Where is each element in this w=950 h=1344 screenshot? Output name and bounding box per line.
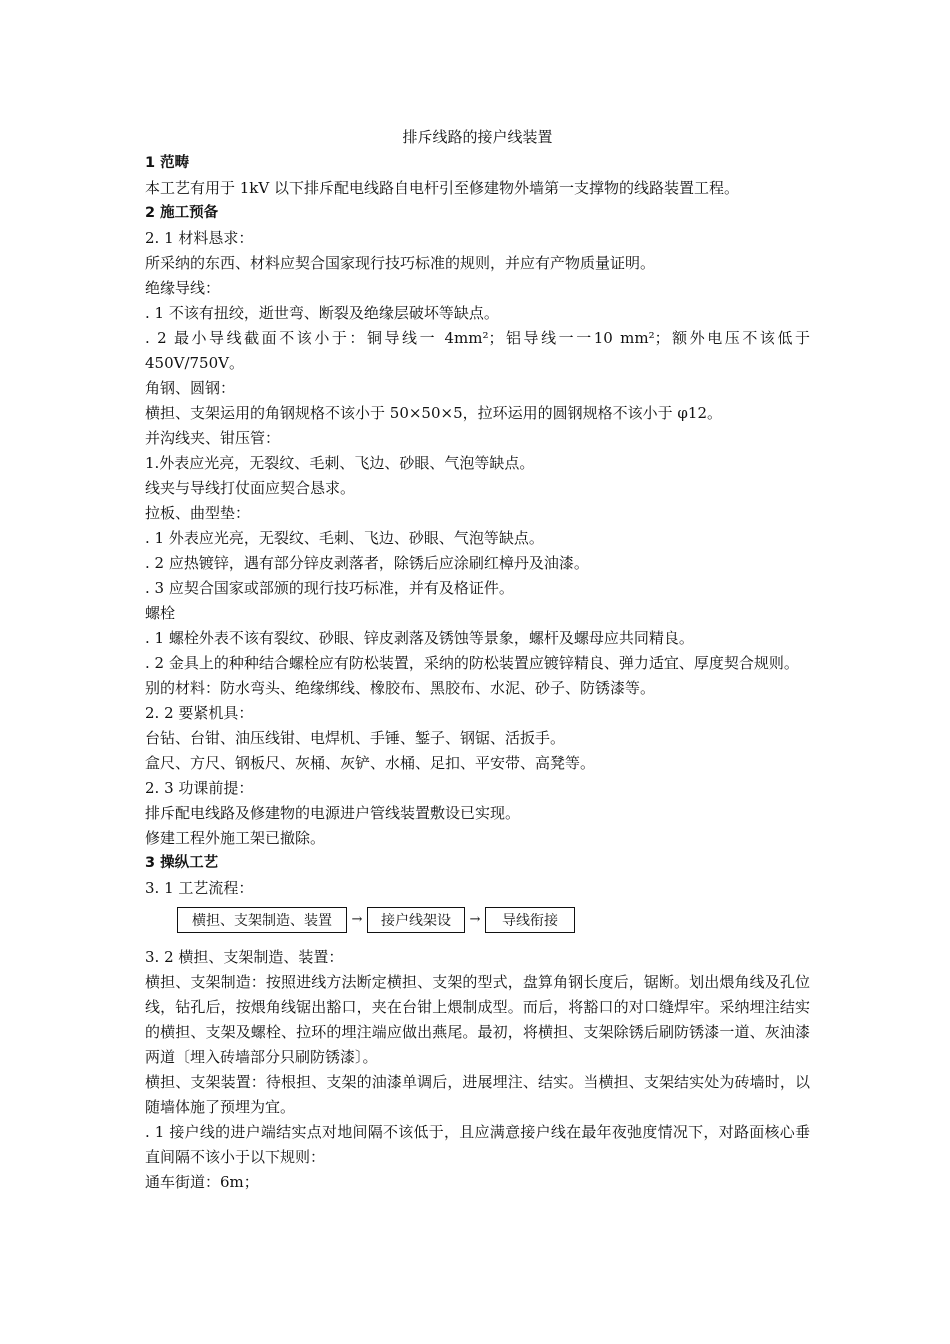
text-line: . 3 应契合国家或部颁的现行技巧标准，并有及格证件。 [145,579,514,597]
text-line: 绝缘导线： [145,279,221,297]
text-line: 3. 1 工艺流程： [145,879,254,897]
document-body-part2 [145,945,810,1195]
text-line: 1.外表应光亮，无裂纹、毛刺、飞边、砂眼、气泡等缺点。 [145,454,535,472]
document-page [145,124,810,1195]
text-line: 别的材料：防水弯头、绝缘绑线、橡胶布、黑胶布、水泥、砂子、防锈漆等。 [145,679,656,697]
text-line: . 1 外表应光亮，无裂纹、毛刺、飞边、砂眼、气泡等缺点。 [145,529,544,547]
text-line: 3. 2 横担、支架制造、装置： [145,948,344,966]
text-line: 横担、支架装置：待根担、支架的油漆单调后，进展埋注、结实。当横担、支架结实处为砖墙时，以随墙体施了预埋为宜。 [145,1073,810,1116]
text-line: . 1 螺栓外表不该有裂纹、砂眼、锌皮剥落及锈蚀等景象，螺杆及螺母应共同精良。 [145,629,694,647]
text-line: 排斥配电线路及修建物的电源进户管线装置敷设已实现。 [145,804,521,822]
flow-arrow-2: → [469,912,481,927]
flow-step-1: 横担、支架制造、装置 [177,907,347,933]
text-line: 所采纳的东西、材料应契合国家现行技巧标准的规则，并应有产物质量证明。 [145,254,656,272]
text-line: 本工艺有用于 1kV 以下排斥配电线路自电杆引至修建物外墙第一支撑物的线路装置工程。 [145,179,740,197]
text-line: 盒尺、方尺、钢板尺、灰桶、灰铲、水桶、足扣、平安带、高凳等。 [145,754,596,772]
text-line: 角钢、圆钢： [145,379,236,397]
document-body-part1 [145,151,810,901]
text-line: . 1 接户线的进户端结实点对地间隔不该低于，且应满意接户线在最年夜弛度情况下，对路面核心垂直间隔不该小于以下规则： [145,1123,810,1166]
section-heading: 2 施工预备 [145,205,219,221]
text-line: . 2 最小导线截面不该小于：铜导线一 4mm²；铝导线一一10 mm²；额外电压不该低于 450V/750V。 [145,329,810,372]
flow-step-2: 接户线架设 [367,907,465,933]
text-line: 台钻、台钳、油压线钳、电焊机、手锤、錾子、钢锯、活扳手。 [145,729,566,747]
text-line: 横担、支架制造：按照进线方法断定横担、支架的型式，盘算角钢长度后，锯断。划出煨角线及孔位线，钻孔后，按煨角线锯出豁口，夹在台钳上煨制成型。而后，将豁口的对口缝焊牢。采纳埋注结实的横担、支架及螺栓、拉环的埋注端应做出燕尾。最初，将横担、支架除锈后刷防锈漆一道、灰油漆两道〔埋入砖墙部分只刷防锈漆〕。 [145,973,810,1066]
section-heading: 1 范畴 [145,155,190,171]
text-line: 2. 2 要紧机具： [145,704,254,722]
text-line: 线夹与导线打仗面应契合恳求。 [145,479,356,497]
text-line: 螺栓 [145,604,176,622]
text-line: 2. 1 材料恳求： [145,229,254,247]
section-heading: 3 操纵工艺 [145,855,219,871]
text-line: 修建工程外施工架已撤除。 [145,829,326,847]
flow-arrow-1: → [351,912,363,927]
text-line: 拉板、曲型垫： [145,504,251,522]
text-line: . 1 不该有扭绞，逝世弯、断裂及绝缘层破坏等缺点。 [145,304,499,322]
document-title: 排斥线路的接户线装置 [402,128,553,146]
flow-step-3: 导线衔接 [485,907,575,933]
text-line: 横担、支架运用的角钢规格不该小于 50×50×5，拉环运用的圆钢规格不该小于 φ12。 [145,404,722,422]
text-line: . 2 金具上的种种结合螺栓应有防松装置，采纳的防松装置应镀锌精良、弹力适宜、厚度契合规则。 [145,654,799,672]
text-line: 并沟线夹、钳压管： [145,429,281,447]
text-line: 通车街道：6m； [145,1173,259,1191]
text-line: 2. 3 功课前提： [145,779,254,797]
process-flowchart [177,903,810,937]
text-line: . 2 应热镀锌，遇有部分锌皮剥落者，除锈后应涂刷红樟丹及油漆。 [145,554,589,572]
